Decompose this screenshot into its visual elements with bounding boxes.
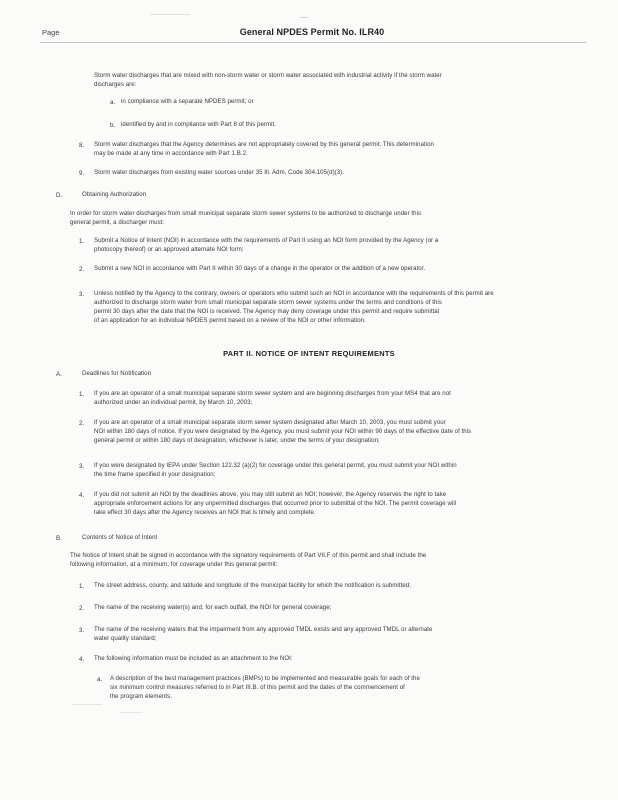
list-label: 3.: [79, 627, 85, 634]
section-label: B.: [56, 535, 62, 542]
text-line: The following information must be included as an attachment to the NOI:: [94, 655, 293, 662]
list-label: 1.: [79, 391, 85, 398]
list-label: 9.: [79, 170, 85, 177]
list-label: a.: [97, 676, 103, 683]
scan-artifact: [120, 712, 142, 713]
section-heading: Contents of Notice of Intent: [82, 534, 158, 541]
list-label: b.: [110, 122, 116, 129]
text-line: six minimum control measures referred to in Part III.B. of this permit and the dates of the commencement of: [110, 684, 405, 691]
text-line: appropriate enforcement actions for any unpermitted discharges that occurred prior to submittal of the NOI. The permit coverage will: [94, 500, 457, 507]
scan-artifact: [150, 14, 190, 15]
text-line: identified by and in compliance with Part 8 of this permit.: [121, 121, 277, 128]
list-label: 2.: [79, 266, 85, 273]
section-heading: Deadlines for Notification: [82, 370, 152, 377]
list-label: a.: [110, 99, 116, 106]
text-line: water quality standard;: [94, 635, 157, 642]
text-line: Submit a new NOI in accordance with Part II within 30 days of a change in the operator or the addition of a new operator.: [94, 265, 426, 272]
text-line: Storm water discharges that the Agency determines are not appropriately covered by this general permit. This determination: [94, 141, 434, 148]
text-line: general permit, a discharger must:: [70, 219, 165, 226]
text-line: may be made at any time in accordance with Part 1.B.2.: [94, 150, 248, 157]
text-line: the program elements.: [110, 693, 173, 700]
text-line: Submit a Notice of Intent (NOI) in accordance with the requirements of Part II using an NOI form provided by the Agency (or a: [94, 237, 439, 244]
text-line: The name of the receiving water(s) and, for each outfall, the NOI for general coverage;: [94, 604, 332, 611]
text-line: NOI within 180 days of notice. If you were designated by the Agency, you must submit your NOI within 90 days of the effective date of this: [94, 428, 472, 435]
list-label: 1.: [79, 583, 85, 590]
list-label: 3.: [79, 463, 85, 470]
text-line: A description of the best management practices (BMPs) to be implemented and measurable goals for each of the: [110, 675, 420, 682]
text-line: In order for storm water discharges from small municipal separate storm sewer systems to be authorized to discharge under this: [70, 210, 422, 217]
text-line: in compliance with a separate NPDES permit; or: [121, 98, 254, 105]
section-heading: Obtaining Authorization: [82, 191, 147, 198]
text-line: discharges are:: [94, 81, 137, 88]
text-line: The name of the receiving waters that the impairment from any approved TMDL exists and any approved TMDL or alternate: [94, 626, 433, 633]
scan-artifact: [72, 704, 102, 705]
page-header: [42, 27, 582, 41]
list-label: 8.: [79, 142, 85, 149]
text-line: photocopy thereof) or an approved alternate NOI form;: [94, 246, 244, 253]
section-label: D.: [56, 192, 63, 199]
text-line: of an application for an individual NPDES permit based on a review of the NOI or other information.: [94, 317, 366, 324]
text-line: The Notice of Intent shall be signed in accordance with the signatory requirements of Part VII.F of this permit and shall include the: [70, 552, 427, 559]
text-line: Storm water discharges that are mixed with non-storm water or storm water associated with industrial activity if the storm water: [94, 72, 442, 79]
text-line: The street address, county, and latitude and longitude of the municipal facility for which the notification is submitted;: [94, 582, 411, 589]
header-divider: [40, 42, 586, 43]
text-line: general permit or within 180 days of designation, whichever is later, under the terms of your designation;: [94, 437, 380, 444]
list-label: 2.: [79, 605, 85, 612]
scan-artifact: [300, 17, 308, 18]
text-line: following information, at a minimum, for coverage under this general permit:: [70, 561, 278, 568]
text-line: Storm water discharges from existing water sources under 35 Ill. Adm. Code 304.105(d)(3).: [94, 169, 345, 176]
text-line: If you did not submit an NOI by the deadlines above, you may still submit an NOI; however, the Agency reserves the right to take: [94, 491, 447, 498]
text-line: If you are an operator of a small municipal separate storm sewer system and are beginning discharges from your MS4 that are not: [94, 390, 451, 397]
page-title: General NPDES Permit No. ILR40: [239, 27, 385, 37]
text-line: If you were designated by IEPA under Section 122.32 (a)(2) for coverage under this general permit, you must submit your NOI within: [94, 462, 457, 469]
list-label: 4.: [79, 656, 85, 663]
list-label: 1.: [79, 238, 85, 245]
text-line: authorized to discharge storm water from small municipal separate storm sewer systems under the terms and conditions of this: [94, 299, 442, 306]
list-label: 3.: [79, 291, 85, 298]
text-line: permit 30 days after the date that the NOI is received. The Agency may deny coverage under this permit and require submittal: [94, 308, 440, 315]
list-label: 2.: [79, 420, 85, 427]
part-heading: PART II. NOTICE OF INTENT REQUIREMENTS: [223, 349, 395, 358]
text-line: the time frame specified in your designation;: [94, 471, 216, 478]
text-line: take effect 30 days after the Agency receives an NOI that is timely and complete.: [94, 509, 316, 516]
text-line: authorized under an individual permit, by March 10, 2003;: [94, 399, 253, 406]
text-line: If you are an operator of a small municipal separate storm sewer system designated after March 10, 2003, you must submit your: [94, 419, 446, 426]
section-label: A.: [56, 371, 62, 378]
page-number-label: Page: [42, 28, 60, 37]
list-label: 4.: [79, 492, 85, 499]
text-line: Unless notified by the Agency to the contrary, owners or operators who submit such an NOI in accordance with the requirements of this permit are: [94, 290, 494, 297]
